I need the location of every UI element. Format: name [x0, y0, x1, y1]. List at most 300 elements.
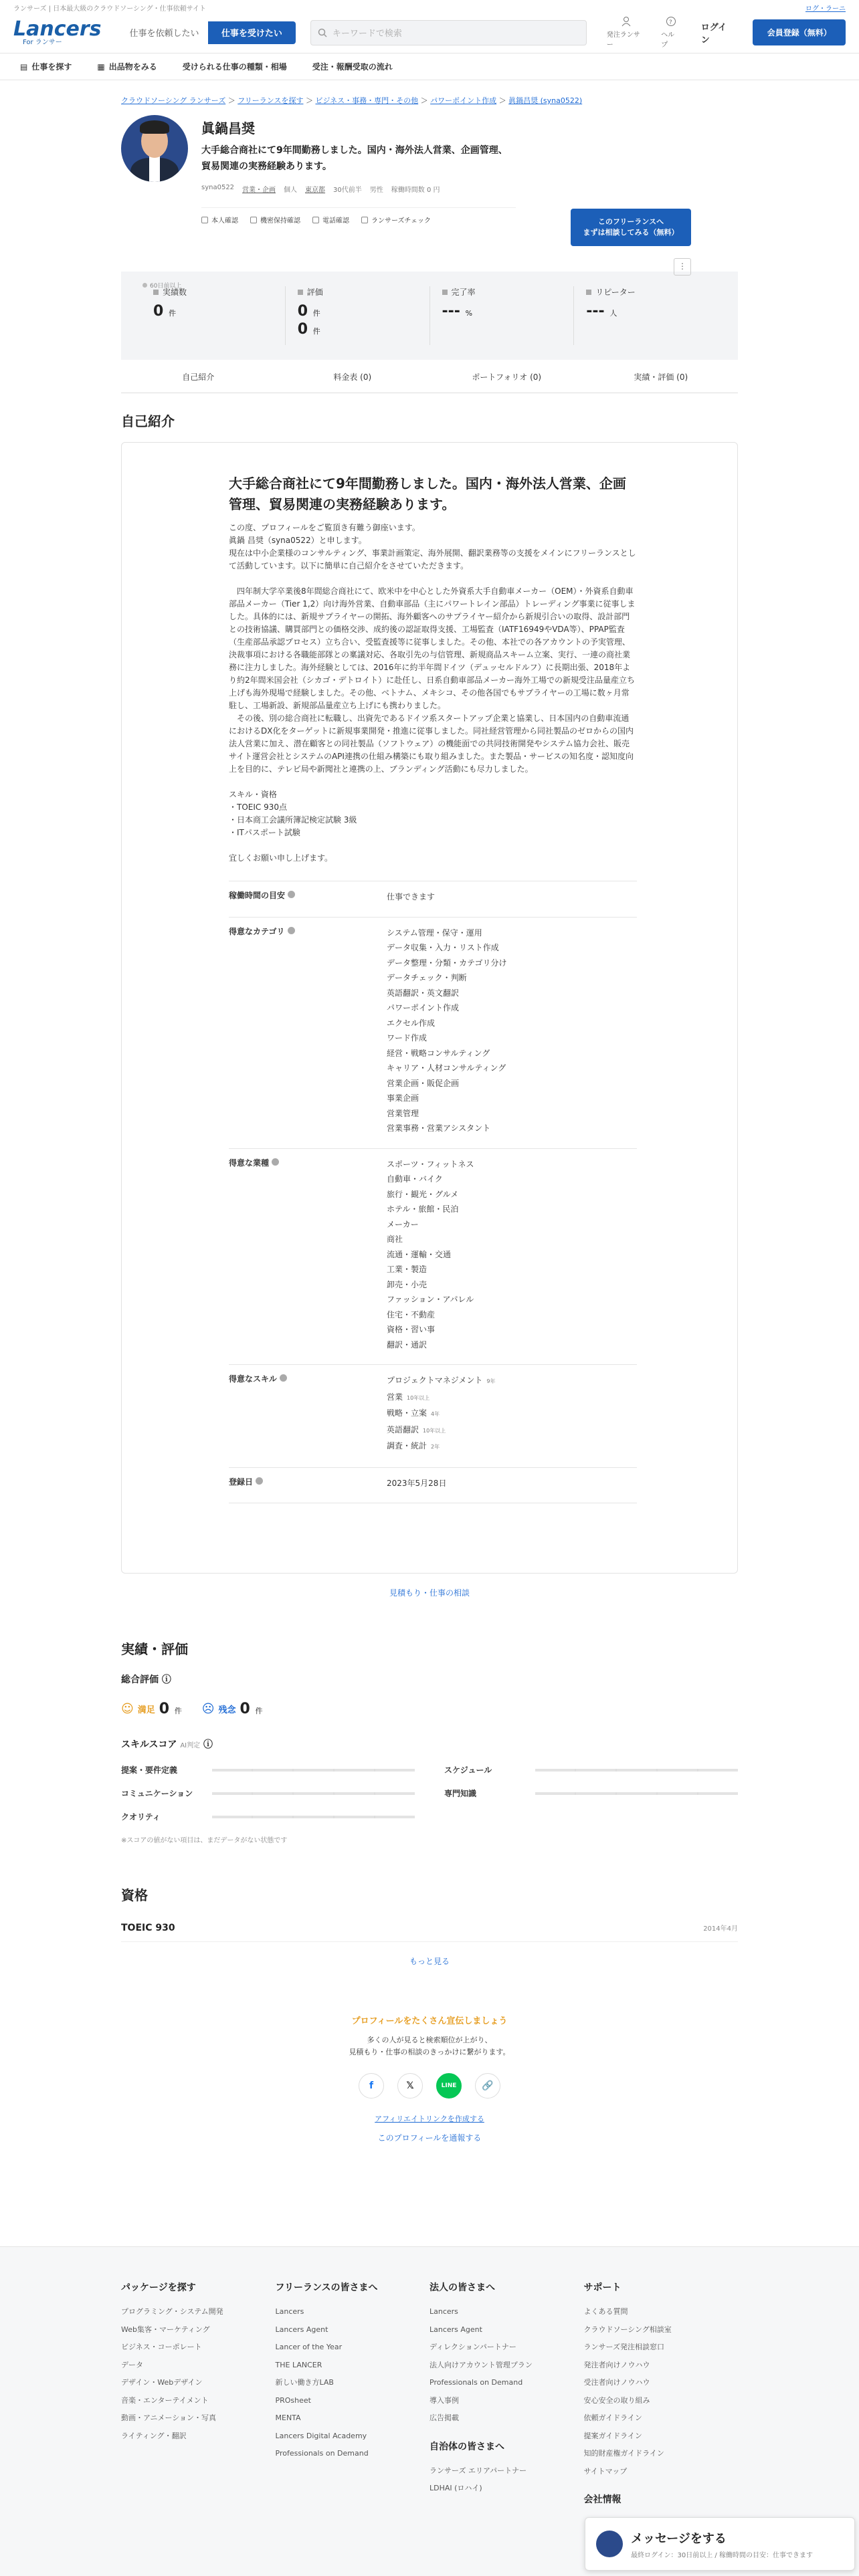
- detail-value-text: 資格・習い事: [387, 1325, 436, 1334]
- report-link[interactable]: このプロフィールを通報する: [377, 2133, 482, 2143]
- detail-value: [387, 1337, 474, 1353]
- top-strip-text: ランサーズ | 日本最大級のクラウドソーシング・仕事依頼サイト: [13, 5, 206, 13]
- footer-heading: フリーランスの皆さまへ: [275, 2282, 378, 2293]
- detail-row: [229, 1468, 637, 1504]
- detail-label: [229, 1157, 387, 1353]
- detail-value: [387, 1406, 496, 1422]
- rating-summary: [121, 1701, 738, 1717]
- svg-text:?: ?: [668, 19, 672, 26]
- detail-label: [229, 889, 387, 905]
- detail-row: [229, 1365, 637, 1468]
- help-icon: [666, 16, 676, 27]
- score-note: ※スコアの値がない項目は、まだデータがない状態です: [121, 1837, 288, 1844]
- share-line: 多くの人が見ると検索順位が上がり、: [367, 2036, 492, 2044]
- detail-value: [387, 1076, 507, 1091]
- score-bar: [212, 1792, 415, 1795]
- footer-heading: 法人の皆さまへ: [430, 2282, 495, 2293]
- message-widget[interactable]: [585, 2517, 855, 2571]
- show-more-link[interactable]: もっと見る: [409, 1957, 450, 1966]
- tab-reviews[interactable]: 実績・評価 (0): [634, 372, 688, 382]
- stat-label: 実績数: [163, 288, 187, 297]
- footer-link[interactable]: 受注者向けノウハウ: [583, 2378, 650, 2387]
- stat-icon: [298, 290, 303, 295]
- detail-value-text: 翻訳・通訳: [387, 1339, 427, 1350]
- top-strip-link[interactable]: ログ・ラーニ: [805, 5, 846, 13]
- subnav-flow[interactable]: [312, 61, 393, 72]
- detail-value-text: パワーポイント作成: [387, 1003, 460, 1012]
- message-title: メッセージをする: [631, 2531, 727, 2546]
- detail-value: [387, 970, 507, 986]
- detail-label: [229, 1373, 387, 1455]
- footer-link[interactable]: データ: [121, 2360, 143, 2369]
- profile-plan: 稼働時間数 0 円: [391, 187, 440, 194]
- detail-row: [229, 918, 637, 1149]
- detail-value: [387, 956, 507, 971]
- more-options-icon[interactable]: ⋮: [674, 258, 691, 276]
- footer-link[interactable]: THE LANCER: [275, 2360, 322, 2369]
- footer-link[interactable]: ディレクションパートナー: [430, 2343, 516, 2351]
- disappointed-count: 0: [240, 1701, 250, 1717]
- footer-link[interactable]: ライティング・翻訳: [121, 2431, 187, 2440]
- tab-portfolio[interactable]: ポートフォリオ (0): [472, 372, 542, 382]
- badge: [361, 215, 431, 225]
- stat-icon: [586, 290, 591, 295]
- detail-value: [387, 1373, 496, 1390]
- disappointed-label: 残念: [218, 1705, 236, 1715]
- detail-value: [387, 1187, 474, 1202]
- skill-score-label: スキルスコア: [121, 1739, 177, 1750]
- breadcrumb-item[interactable]: パワーポイント作成: [430, 96, 497, 105]
- score-row: [444, 1788, 738, 1799]
- help-icon[interactable]: [288, 927, 295, 934]
- footer-column: [584, 2280, 739, 2515]
- score-bar: [212, 1816, 415, 1818]
- detail-label-text: 稼働時間の目安: [229, 891, 286, 900]
- tab-pricing[interactable]: 料金表 (0): [333, 372, 372, 382]
- search-placeholder: キーワードで検索: [332, 29, 402, 39]
- profile-meta: [201, 184, 516, 194]
- share-text: [121, 2034, 738, 2058]
- subnav-find-work[interactable]: [20, 61, 72, 72]
- consult-link[interactable]: 見積もり・仕事の相談: [389, 1588, 470, 1598]
- detail-value-text: 仕事できます: [387, 892, 436, 901]
- detail-value-text: 住宅・不動産: [387, 1309, 436, 1319]
- detail-value-text: 旅行・観光・グルメ: [387, 1189, 459, 1199]
- detail-value-text: 商社: [387, 1235, 403, 1244]
- qualification-item: [121, 1923, 738, 1942]
- detail-value: [387, 1121, 507, 1136]
- footer-link[interactable]: Lancers: [275, 2307, 304, 2316]
- search-input[interactable]: [310, 20, 587, 45]
- status-dot-icon: [142, 283, 147, 288]
- detail-value-text: ファッション・アパレル: [387, 1295, 474, 1304]
- footer-link[interactable]: ビジネス・コーポレート: [121, 2343, 202, 2351]
- stat-unit: 件: [312, 309, 320, 318]
- footer-heading: 会社情報: [583, 2494, 622, 2505]
- skill-scores: [121, 1764, 738, 1822]
- footer-link[interactable]: 安心安全の取り組み: [583, 2395, 650, 2405]
- satisfied-count: 0: [159, 1701, 170, 1717]
- check-icon: [361, 217, 368, 223]
- footer-link[interactable]: Lancers Agent: [430, 2325, 482, 2334]
- stats-panel: [121, 272, 738, 360]
- stat-label: 完了率: [451, 288, 476, 297]
- score-label: 専門知識: [444, 1789, 477, 1798]
- detail-row: [229, 881, 637, 918]
- mode-client-tab[interactable]: 仕事を依頼したい: [120, 21, 208, 44]
- detail-value-text: 事業企画: [387, 1093, 419, 1103]
- profile-category-link[interactable]: 営業・企画: [242, 187, 276, 194]
- detail-value: [387, 1476, 446, 1491]
- detail-value-text: キャリア・人材コンサルティング: [387, 1063, 506, 1073]
- self-intro-title: 自己紹介: [121, 413, 175, 429]
- detail-value-text: 営業管理: [387, 1108, 419, 1118]
- online-status: [142, 281, 181, 290]
- badge-label: ランサーズチェック: [371, 217, 431, 225]
- detail-value: [387, 1422, 496, 1439]
- detail-value: [387, 1232, 474, 1247]
- detail-value-text: スポーツ・フィットネス: [387, 1159, 474, 1169]
- footer-link[interactable]: MENTA: [275, 2413, 301, 2422]
- detail-value-text: データチェック・判断: [387, 973, 467, 982]
- detail-value: [387, 1292, 474, 1307]
- overall-rating-label: 総合評価: [121, 1675, 159, 1685]
- detail-value: [387, 1277, 474, 1293]
- detail-value: [387, 1106, 507, 1121]
- score-label: スケジュール: [444, 1765, 492, 1775]
- experience-years: 4年: [431, 1411, 440, 1417]
- footer-columns: [121, 2247, 738, 2515]
- detail-value-text: データ整理・分類・カテゴリ分け: [387, 958, 507, 968]
- count-unit: 件: [255, 1707, 263, 1715]
- detail-value: [387, 1307, 474, 1323]
- badge: [201, 215, 238, 225]
- subnav-label: 出品物をみる: [108, 62, 157, 72]
- profile-name: 眞鍋昌奨: [201, 120, 255, 136]
- ai-label: AI判定: [180, 1742, 201, 1749]
- top-strip: [0, 0, 859, 12]
- help-icon[interactable]: ⓘ: [161, 1675, 171, 1685]
- stat-repeaters: [573, 286, 718, 345]
- detail-label-text: 得意な業種: [229, 1158, 270, 1168]
- subnav-label: 受けられる仕事の種類・相場: [182, 62, 287, 72]
- subnav-label: 仕事を探す: [31, 62, 72, 72]
- search-icon: [318, 28, 327, 37]
- person-icon: [621, 16, 632, 27]
- affiliate-link[interactable]: アフィリエイトリンクを作成する: [375, 2115, 484, 2123]
- self-intro-box: [121, 442, 738, 1574]
- detail-value: [387, 1157, 474, 1172]
- stat-completion: [430, 286, 574, 345]
- qualification-date: 2014年4月: [703, 1925, 738, 1933]
- detail-value-text: データ収集・入力・リスト作成: [387, 943, 499, 952]
- stat-unit: %: [465, 309, 473, 318]
- badge: [312, 215, 349, 225]
- footer-link[interactable]: ランサーズ発注相談窓口: [583, 2343, 664, 2351]
- detail-value: [387, 986, 507, 1001]
- detail-label-text: 登録日: [229, 1477, 254, 1487]
- footer-link[interactable]: 発注者向けノウハウ: [583, 2360, 650, 2369]
- detail-value-text: 戦略・立案: [387, 1408, 427, 1418]
- check-icon: [201, 217, 208, 223]
- detail-value: [387, 1217, 474, 1232]
- profile-id: syna0522: [201, 184, 235, 191]
- footer-link[interactable]: 提案ガイドライン: [583, 2431, 642, 2440]
- footer-link[interactable]: 動画・アニメーション・写真: [121, 2413, 217, 2422]
- detail-value-text: ホテル・旅館・民泊: [387, 1204, 459, 1214]
- stat-rating: [285, 286, 430, 345]
- detail-value-text: 流通・運輸・交通: [387, 1249, 452, 1259]
- smile-icon: ☺: [121, 1702, 134, 1716]
- subnav-packages[interactable]: [97, 61, 157, 72]
- footer-link[interactable]: サイトマップ: [583, 2466, 628, 2476]
- detail-value-text: 自動車・バイク: [387, 1174, 443, 1184]
- detail-value: [387, 1262, 474, 1277]
- online-label: 60日前以上: [150, 283, 182, 290]
- stat-label: リピーター: [595, 288, 636, 297]
- subnav-categories[interactable]: [183, 61, 287, 72]
- footer-link[interactable]: Lancers Agent: [275, 2325, 328, 2334]
- badge-label: 電話確認: [322, 217, 349, 225]
- mode-lancer-tab[interactable]: 仕事を受けたい: [208, 21, 296, 44]
- experience-years: 10年以上: [423, 1427, 446, 1434]
- mode-switch: [120, 21, 296, 44]
- register-button[interactable]: 会員登録（無料）: [753, 19, 846, 45]
- stat-value: ---: [442, 303, 460, 320]
- message-subtitle: 最終ログイン：30日前以上 / 稼働時間の目安：仕事できます: [631, 2551, 813, 2559]
- score-row: [444, 1764, 738, 1776]
- footer-column: [276, 2280, 430, 2515]
- detail-value-text: 英語翻訳: [387, 1424, 419, 1434]
- detail-value-text: 営業: [387, 1392, 403, 1402]
- detail-value: [387, 889, 435, 905]
- footer-link[interactable]: 依頼ガイドライン: [583, 2413, 642, 2422]
- count-unit: 件: [174, 1707, 182, 1715]
- footer-link[interactable]: 広告掲載: [430, 2413, 459, 2422]
- footer-link[interactable]: Professionals on Demand: [430, 2378, 523, 2387]
- help-icon[interactable]: ⓘ: [203, 1739, 213, 1750]
- help-icon[interactable]: [280, 1374, 287, 1382]
- logo-text: Lancers: [13, 17, 102, 41]
- profile-tagline: 大手総合商社にて9年間勤務しました。国内・海外法人営業、企画管理、貿易関連の実務経験あります。: [201, 145, 508, 172]
- lancer-menu[interactable]: [607, 16, 646, 49]
- share-line: 見積もり・仕事の相談のきっかけに繋がります。: [349, 2048, 510, 2056]
- profile-age: 30代前半: [333, 187, 362, 194]
- score-label: クオリティ: [121, 1812, 161, 1822]
- avatar: [121, 115, 188, 182]
- detail-row: [229, 1149, 637, 1366]
- detail-value-text: 営業企画・販促企画: [387, 1078, 460, 1088]
- detail-value-text: 卸売・小売: [387, 1279, 427, 1289]
- footer-link[interactable]: デザイン・Webデザイン: [121, 2378, 203, 2387]
- footer-link[interactable]: Professionals on Demand: [275, 2449, 369, 2458]
- footer-heading: パッケージを探す: [121, 2282, 196, 2293]
- experience-years: 2年: [431, 1444, 440, 1450]
- lancer-menu-label: 発注ランサー: [606, 31, 640, 49]
- detail-value: [387, 1390, 496, 1406]
- detail-values: [387, 926, 507, 1136]
- stat-unit: 件: [312, 327, 320, 336]
- footer-heading: 自治体の皆さまへ: [430, 2441, 504, 2452]
- footer-link[interactable]: ランサーズ エリアパートナー: [430, 2466, 527, 2475]
- stat-value: 0: [153, 303, 164, 320]
- breadcrumb-item[interactable]: フリーランスを探す: [237, 96, 304, 105]
- detail-value: [387, 1091, 507, 1106]
- detail-value-text: 経営・戦略コンサルティング: [387, 1048, 490, 1058]
- footer-link[interactable]: Lancers: [430, 2307, 458, 2316]
- score-bar: [535, 1769, 738, 1772]
- document-icon: ▤: [20, 62, 28, 72]
- consult-button[interactable]: このフリーランスへ まずは相談してみる（無料）: [571, 209, 691, 246]
- help-label: ヘルプ: [661, 31, 675, 49]
- detail-label: [229, 926, 387, 1136]
- detail-value: [387, 1031, 507, 1046]
- experience-years: 9年: [486, 1378, 496, 1384]
- breadcrumb: クラウドソーシング ランサーズ ＞ フリーランスを探す ＞ ビジネス・事務・専門・その他 ＞ パワーポイント作成 ＞ 眞鍋昌奨 (syna0522): [121, 96, 583, 105]
- facebook-icon[interactable]: f: [359, 2073, 384, 2099]
- detail-value-text: メーカー: [387, 1219, 419, 1229]
- check-icon: [250, 217, 257, 223]
- footer-link[interactable]: プログラミング・システム開発: [121, 2307, 223, 2316]
- help-icon[interactable]: [288, 891, 295, 898]
- profile-location-link[interactable]: 東京都: [305, 187, 326, 194]
- badge-label: 本人確認: [211, 217, 238, 225]
- main-content: [121, 80, 738, 2143]
- badge: [250, 215, 300, 225]
- qualification-name: TOEIC 930: [121, 1923, 175, 1933]
- detail-value: [387, 1046, 507, 1061]
- performance-section: [121, 1638, 738, 1844]
- logo-sub: For ランサー: [23, 38, 62, 46]
- profile-tabs: [121, 361, 738, 393]
- line-icon[interactable]: LINE: [436, 2073, 462, 2099]
- footer-link[interactable]: 知的財産権ガイドライン: [583, 2449, 664, 2458]
- score-bar: [212, 1769, 415, 1772]
- detail-value: [387, 1061, 507, 1076]
- stat-jobs: [141, 286, 285, 345]
- footer-link[interactable]: 導入事例: [430, 2395, 459, 2405]
- footer-link[interactable]: 新しい働き方LAB: [275, 2378, 334, 2387]
- verification-badges: [201, 207, 516, 225]
- performance-title: 実績・評価: [121, 1641, 188, 1657]
- detail-value-text: エクセル作成: [387, 1018, 436, 1028]
- score-row: [121, 1764, 415, 1776]
- stat-unit: 件: [168, 309, 176, 318]
- skill-score-title: [121, 1737, 738, 1751]
- detail-value: [387, 1322, 474, 1337]
- footer-link[interactable]: 音楽・エンターテイメント: [121, 2395, 209, 2405]
- detail-label-text: 得意なカテゴリ: [229, 926, 285, 936]
- detail-value-text: システム管理・保守・運用: [387, 928, 482, 938]
- login-link[interactable]: ログイン: [700, 22, 727, 45]
- bag-icon: ▦: [97, 62, 105, 72]
- detail-value-text: 調査・統計: [387, 1441, 427, 1451]
- stat-label: 評価: [306, 288, 323, 297]
- detail-value-text: プロジェクトマネジメント: [387, 1376, 483, 1385]
- link-icon[interactable]: 🔗: [475, 2073, 500, 2099]
- experience-years: 10年以上: [407, 1394, 430, 1401]
- site-header: [0, 12, 859, 53]
- stat-value: ---: [586, 303, 605, 320]
- score-row: [121, 1811, 415, 1822]
- detail-list: [229, 881, 637, 1503]
- share-heading: プロフィールをたくさん宣伝しましょう: [351, 2016, 508, 2026]
- detail-value: [387, 1016, 507, 1031]
- profile-gender: 男性: [369, 187, 383, 194]
- footer-column: [430, 2280, 584, 2515]
- satisfied-rating: [121, 1701, 182, 1717]
- footer-link[interactable]: 法人向けアカウント管理プラン: [430, 2360, 533, 2369]
- detail-value: [387, 926, 507, 941]
- sad-icon: ☹: [201, 1702, 215, 1716]
- detail-values: [387, 889, 435, 905]
- check-icon: [312, 217, 319, 223]
- detail-values: [387, 1157, 474, 1353]
- detail-value: [387, 1172, 474, 1187]
- footer-link[interactable]: よくある質問: [583, 2307, 628, 2316]
- help-icon[interactable]: [272, 1158, 279, 1166]
- footer-link[interactable]: Lancers Digital Academy: [275, 2431, 367, 2440]
- footer-column: [121, 2280, 276, 2515]
- footer-link[interactable]: Web集客・マーケティング: [121, 2325, 210, 2334]
- score-bar: [535, 1792, 738, 1795]
- qualifications-section: [121, 1885, 738, 1967]
- detail-value-text: 2023年5月28日: [387, 1478, 447, 1488]
- profile-type: 個人: [284, 187, 298, 194]
- share-icons: [121, 2073, 738, 2099]
- avatar: [596, 2531, 623, 2557]
- breadcrumb-item[interactable]: クラウドソーシング ランサーズ: [121, 96, 226, 105]
- overall-rating-title: [121, 1673, 738, 1686]
- detail-value: [387, 1438, 496, 1455]
- detail-values: [387, 1476, 446, 1491]
- detail-label: [229, 1476, 387, 1491]
- detail-value-text: 工業・製造: [387, 1265, 427, 1274]
- satisfied-label: 満足: [137, 1705, 155, 1715]
- footer-link[interactable]: Lancer of the Year: [275, 2343, 343, 2351]
- detail-value-text: 営業事務・営業アシスタント: [387, 1123, 491, 1133]
- subnav-label: 受注・報酬受取の流れ: [312, 62, 393, 72]
- score-label: 提案・要件定義: [121, 1765, 178, 1775]
- x-icon[interactable]: 𝕏: [397, 2073, 423, 2099]
- footer-link[interactable]: PROsheet: [275, 2395, 311, 2405]
- footer-heading: サポート: [583, 2282, 622, 2293]
- tab-intro[interactable]: 自己紹介: [182, 372, 215, 382]
- footer-link[interactable]: クラウドソーシング相談室: [583, 2325, 672, 2334]
- detail-value: [387, 1000, 507, 1016]
- detail-value-text: 英語翻訳・英文翻訳: [387, 988, 460, 998]
- detail-label-text: 得意なスキル: [229, 1374, 277, 1384]
- score-row: [121, 1788, 415, 1799]
- share-section: [121, 2014, 738, 2143]
- help-menu[interactable]: [661, 16, 681, 49]
- self-intro-headline: 大手総合商社にて9年間勤務しました。国内・海外法人営業、企画管理、貿易関連の実務経験あります。: [229, 475, 626, 512]
- self-intro-body: この度、プロフィールをご覧頂き有難う御座います。 眞鍋 昌奨（syna0522）と申します。 現在は中小企業様のコンサルティング、事業計画策定、海外展開、翻訳業務等の支援をメインにフリーランスとして活動しています。以下に簡単に自己紹介をさせていただきます。 四年制大学卒業後8年間総合商社にて、欧米中を中心とした外資系大手自動車メーカー（OEM）・外資系自動車部品メーカー（Tier 1,2）向け海外営業、自動車部品（主にパワートレイン部品）トレーディング事業に従事しました。具体的には、新規サプライヤーの開拓、海外顧客へのサプライヤー紹介から新規引合いの取得、設計部門との技術協議、購買部門との価格交渉、成約後の認証取得支援、工場監査（IATF16949やVDA等）、PPAP監査（生産部品承認プロセス）立ち合い、受監査援等に従事しました。その他、本社での各アカウントの予実管理、決裁事項における各職能部隊との稟議対応、各取引先の与信管理、新規商品スキーム立案、実行、一連の商社業務に注力しました。海外経験としては、2016年に約半年間ドイツ（デュッセルドルフ）に長期出張、2018年より約2年間米国会社（シカゴ・デトロイト）に赴任し、日系自動車部品メーカー海外工場での新規受注品量産立ち上げも海外現場で経験しました。その他、ベトナム、メキシコ、その他各国でもサプライヤーの工場に数ヶ月常駐し、工場新設、新規部品量産立ち上げにも携わりました。 その後、別の総合商社に転職し、出資先であるドイツ系スタートアップ企業と協業し、日本国内の自動車流通におけるDX化をターゲットに新規事業開発・推進に従事しました。同社経営管理から同社製品のゼロからの国内法人営業に加え、潜在顧客との同社製品（ソフトウェア）の機能面での共同技術開発やシステム協力会社、販売サイト運営会社とシステムのAPI連携の仕組み構築にも取り組みました。また製品・サービスの知名度・認知度向上を目的に、テレビ局や新聞社と連携の上、ブランディング活動にも尽力しました。 スキル・資格 ・TOEIC 930点 ・日本商工会議所簿記検定試験 3級 ・ITパスポート試験 宜しくお願い申し上げます。: [229, 523, 636, 863]
- breadcrumb-item[interactable]: 眞鍋昌奨 (syna0522): [508, 96, 583, 105]
- score-label: コミュニケーション: [121, 1789, 193, 1798]
- breadcrumb-item[interactable]: ビジネス・事務・専門・その他: [315, 96, 419, 105]
- detail-values: [387, 1373, 496, 1455]
- lancers-logo[interactable]: [13, 17, 102, 46]
- detail-value: [387, 940, 507, 956]
- stat-unit: 人: [609, 309, 617, 318]
- detail-value-text: ワード作成: [387, 1033, 427, 1043]
- sub-nav: [0, 53, 859, 80]
- stat-icon: [153, 290, 159, 295]
- footer-link[interactable]: LDHAI (ロハイ): [430, 2484, 482, 2492]
- help-icon[interactable]: [256, 1477, 263, 1485]
- detail-value: [387, 1202, 474, 1217]
